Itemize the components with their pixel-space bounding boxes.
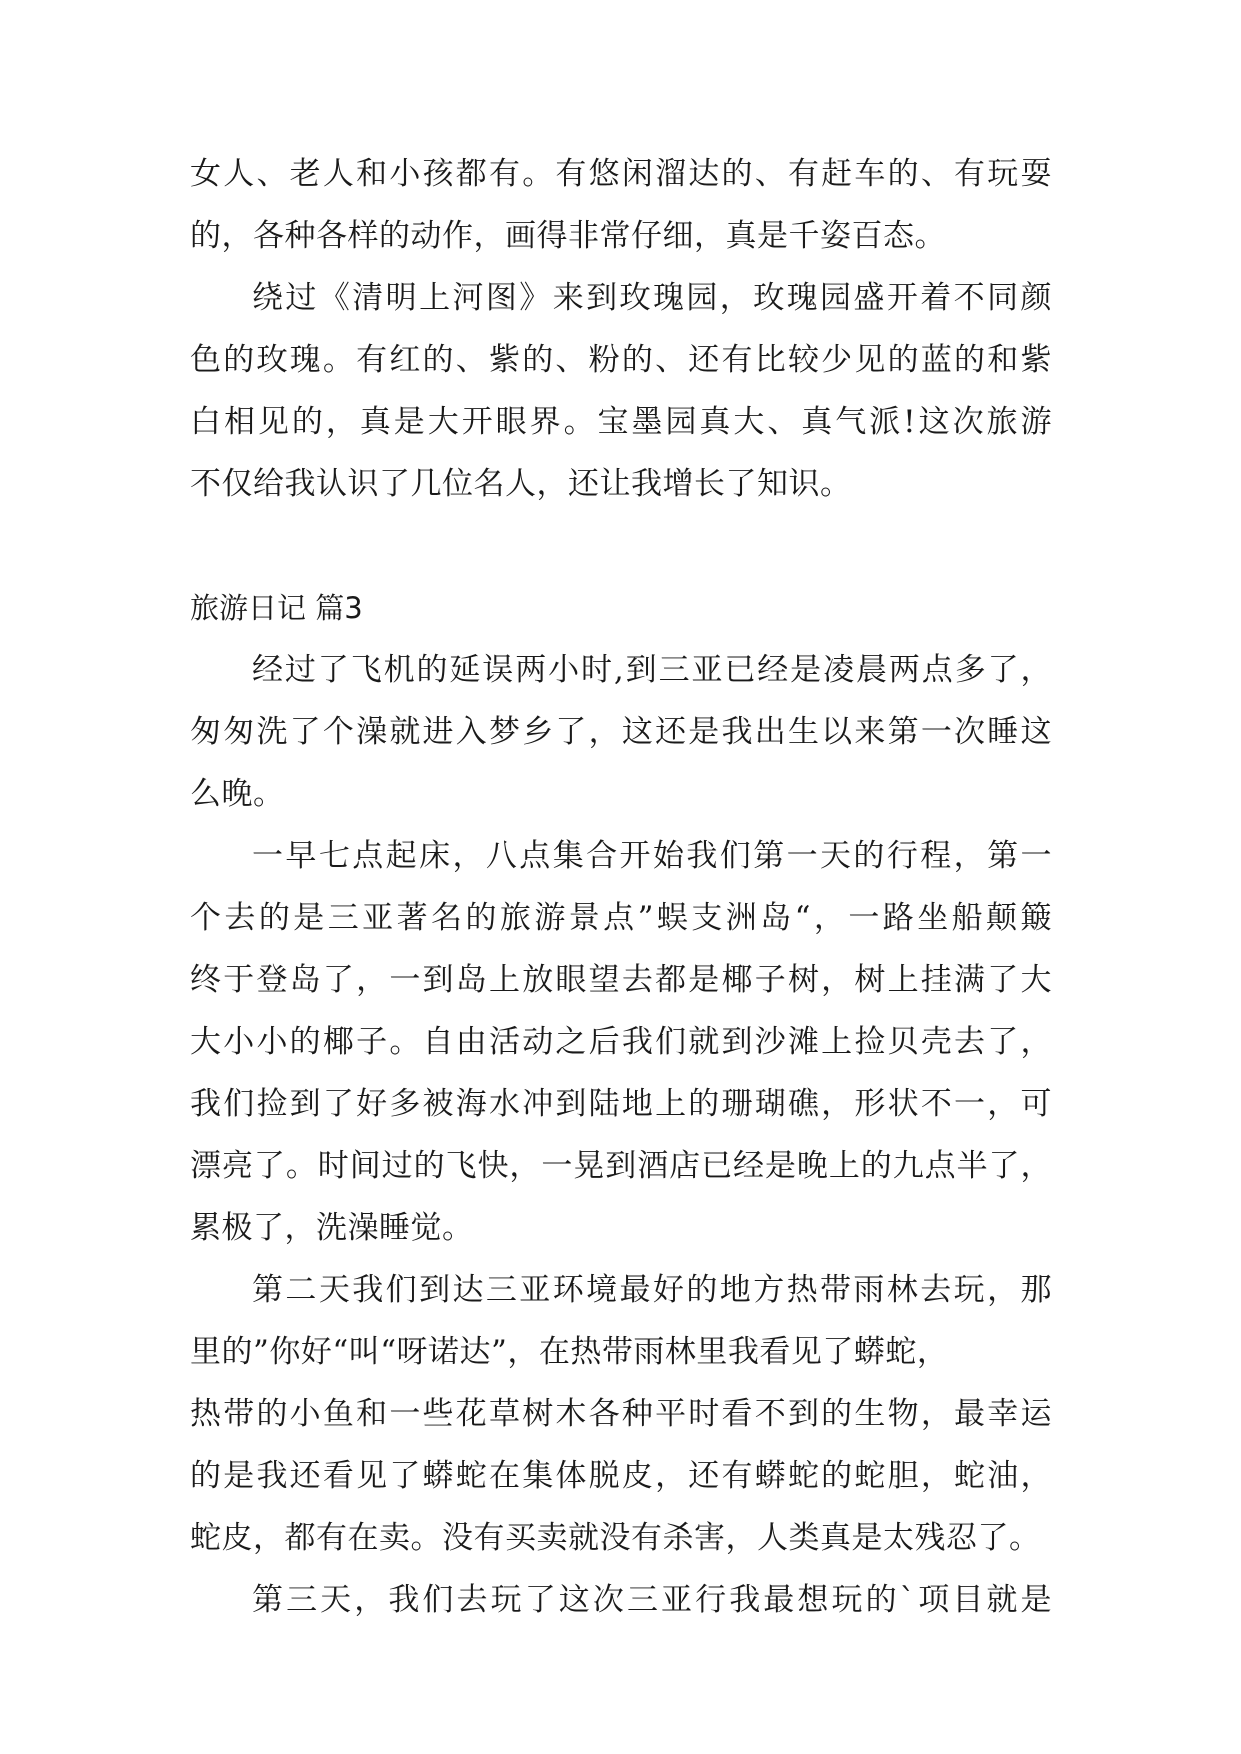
paragraph-arrival [190, 639, 1052, 825]
text-line: 累极了，洗澡睡觉。 [190, 1210, 474, 1246]
text-line: 经过了飞机的延误两小时,到三亚已经是凌晨两点多了， [252, 652, 1052, 688]
text-line: 我们捡到了好多被海水冲到陆地上的珊瑚礁，形状不一，可 [190, 1086, 1052, 1122]
text-line: 匆匆洗了个澡就进入梦乡了，这还是我出生以来第一次睡这 [190, 714, 1052, 750]
text-line: 的，各种各样的动作，画得非常仔细，真是千姿百态。 [190, 218, 946, 254]
text-line: 的是我还看见了蟒蛇在集体脱皮，还有蟒蛇的蛇胆，蛇油， [190, 1458, 1052, 1494]
text-line: 第三天，我们去玩了这次三亚行我最想玩的`项目就是 [252, 1582, 1052, 1618]
text-line: 个去的是三亚著名的旅游景点”蜈支洲岛“，一路坐船颠簸 [190, 900, 1052, 936]
paragraph-day-one [190, 825, 1052, 1259]
text-line: 一早七点起床，八点集合开始我们第一天的行程，第一 [252, 838, 1052, 874]
paragraph-continued [190, 143, 1052, 267]
text-line: 终于登岛了，一到岛上放眼望去都是椰子树，树上挂满了大 [190, 962, 1052, 998]
paragraph-day-two [190, 1259, 1052, 1569]
text-line: 热带的小鱼和一些花草树木各种平时看不到的生物，最幸运 [190, 1396, 1052, 1432]
text-line: 色的玫瑰。有红的、紫的、粉的、还有比较少见的蓝的和紫 [190, 342, 1052, 378]
paragraph-day-three [190, 1569, 1052, 1631]
text-line: 第二天我们到达三亚环境最好的地方热带雨林去玩，那 [252, 1272, 1052, 1308]
paragraph-rose-garden [190, 267, 1052, 515]
text-line: 么晚。 [190, 776, 285, 812]
section-heading: 旅游日记 篇3 [190, 591, 363, 625]
text-line: 漂亮了。时间过的飞快，一晃到酒店已经是晚上的九点半了， [190, 1148, 1052, 1184]
text-line: 蛇皮，都有在卖。没有买卖就没有杀害，人类真是太残忍了。 [190, 1520, 1041, 1556]
document-body [190, 143, 1052, 1631]
text-line: 绕过《清明上河图》来到玫瑰园，玫瑰园盛开着不同颜 [252, 280, 1052, 316]
text-line: 白相见的，真是大开眼界。宝墨园真大、真气派!这次旅游 [190, 404, 1052, 440]
text-line: 里的”你好“叫“呀诺达”，在热带雨林里我看见了蟒蛇， [190, 1334, 949, 1370]
text-line: 女人、老人和小孩都有。有悠闲溜达的、有赶车的、有玩耍 [190, 156, 1052, 192]
text-line: 大小小的椰子。自由活动之后我们就到沙滩上捡贝壳去了， [190, 1024, 1052, 1060]
text-line: 不仅给我认识了几位名人，还让我增长了知识。 [190, 466, 852, 502]
